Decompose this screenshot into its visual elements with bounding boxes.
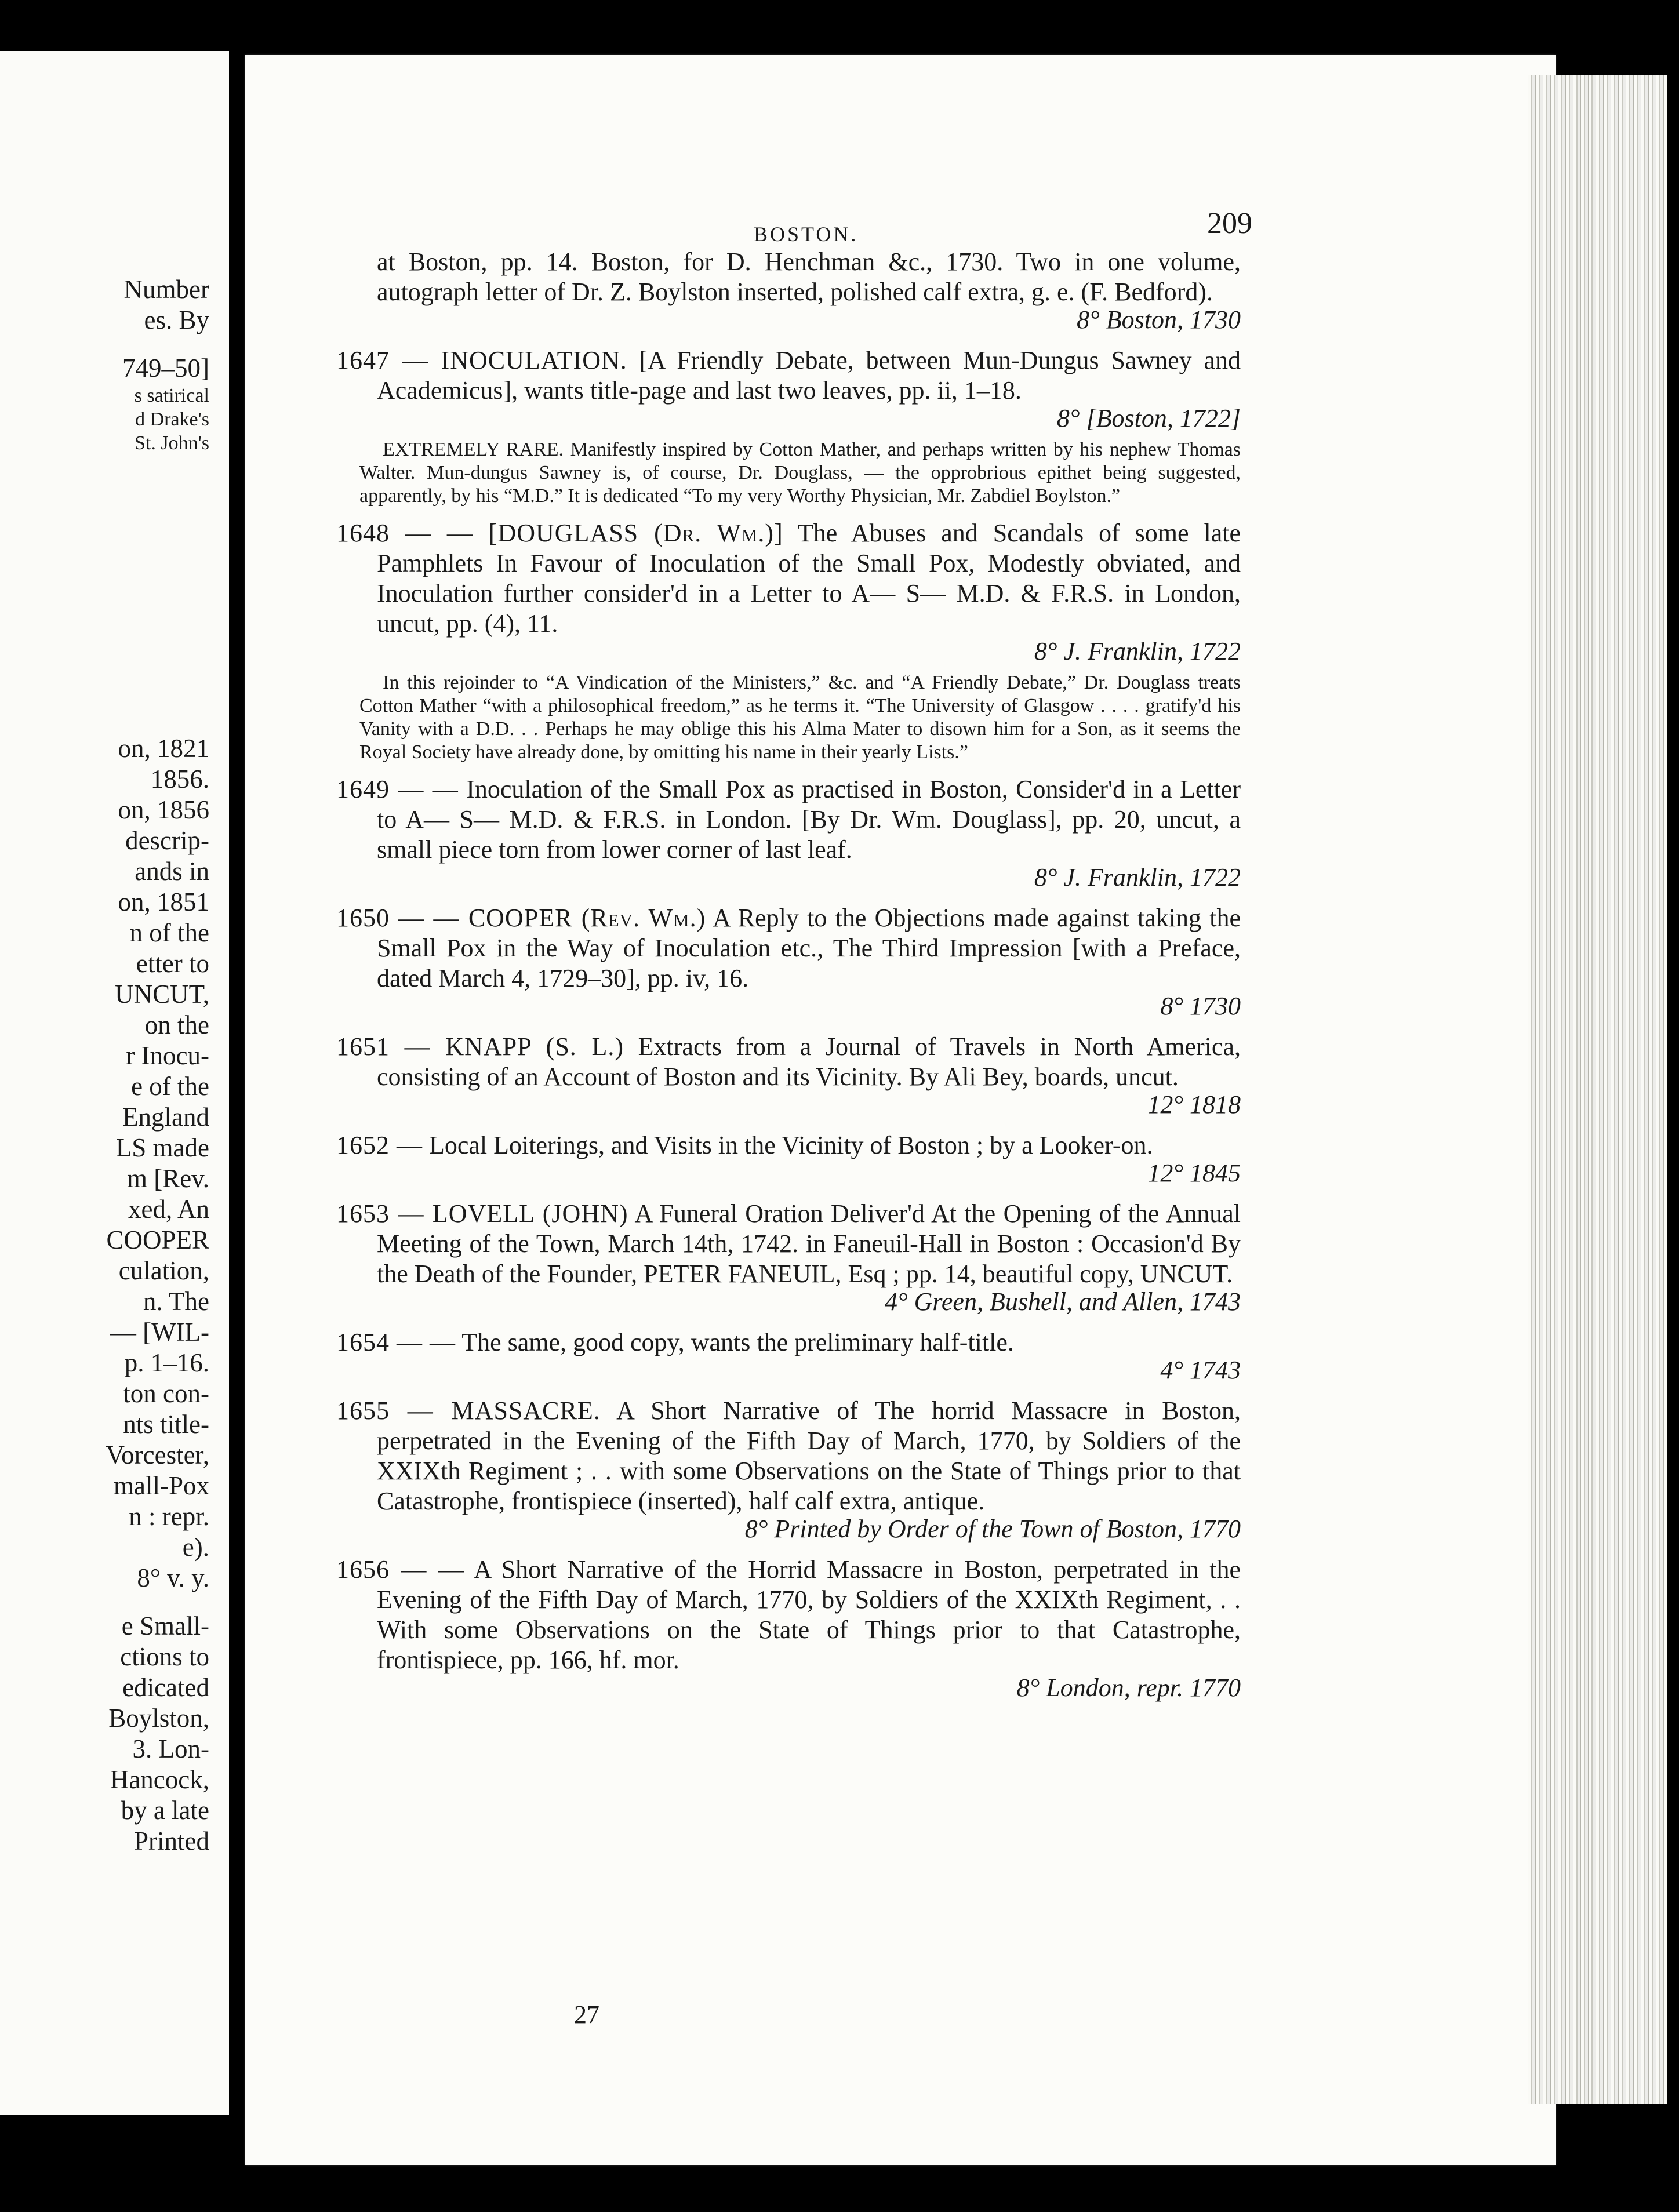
left-page-line: e Small- <box>121 1611 209 1640</box>
left-page-line <box>106 1593 209 1611</box>
left-page-line: LS made <box>115 1133 209 1162</box>
entry-imprint: 8° Boston, 1730 <box>1077 305 1241 334</box>
left-page-line <box>106 612 209 629</box>
entry-note: In this rejoinder to “A Vindication of the Ministers,” &c. and “A Friendly Debate,” Dr. Douglass treats Cotton Mather “with a philosophical freedom,” as he terms it. “The University of Glasgow . . . . gratify'd his Vanity with a D.D. . . Perhaps he may oblige this his Alma Mater to disown him for a Son, as it seems the Royal Society have already done, by omitting his name in their yearly Lists.” <box>359 672 1241 763</box>
left-page-line <box>106 542 209 559</box>
left-page-line: Hancock, <box>110 1765 209 1794</box>
entry-imprint: 4° Green, Bushell, and Allen, 1743 <box>885 1287 1241 1316</box>
left-page-line: Boylston, <box>108 1704 209 1733</box>
left-page-line: r Inocu- <box>126 1041 209 1070</box>
catalogue-entry <box>336 1032 1241 1092</box>
entry-imprint: 8° 1730 <box>1160 992 1241 1020</box>
entry-description: Local Loiterings, and Visits in the Vicinity of Boston ; by a Looker-on. <box>423 1131 1153 1159</box>
left-page-line: xed, An <box>128 1195 209 1224</box>
entry-spacer <box>336 1703 1241 1713</box>
catalogue-entry <box>336 247 1241 307</box>
entry-heading: 1654 — — <box>336 1328 456 1356</box>
entry-imprint: 12° 1845 <box>1147 1159 1241 1187</box>
left-page-line: culation, <box>118 1256 209 1285</box>
left-page-line <box>106 698 209 716</box>
left-page-line <box>106 577 209 594</box>
left-page-line: ands in <box>135 857 209 886</box>
catalogue-entries <box>336 247 1241 1713</box>
entry-description: Inoculation of the Small Pox as practised in Boston, Consider'd in a Letter to A— S— M.D. & F.R.S. in London. [By Dr. Wm. Douglass], pp. 20, uncut, a small piece torn from lower corner of last leaf. <box>377 775 1241 864</box>
entry-spacer <box>336 893 1241 903</box>
left-page-line: n. The <box>143 1287 209 1316</box>
left-page-text <box>106 274 209 1857</box>
entry-description: A Short Narrative of the Horrid Massacre in Boston, perpetrated in the Evening of the Fifth Day of March, 1770, by Soldiers of the XXIXth Regiment, . . With some Observations on the State of Things prior to that Catastrophe, frontispiece, pp. 166, hf. mor. <box>377 1555 1241 1674</box>
entry-imprint: 12° 1818 <box>1147 1090 1241 1119</box>
signature-mark: 27 <box>574 2000 599 2029</box>
left-page-line: es. By <box>144 305 209 334</box>
left-page-line: m [Rev. <box>126 1164 209 1193</box>
catalogue-entry <box>336 1396 1241 1516</box>
entry-heading: 1656 — — <box>336 1555 464 1584</box>
left-page-line: 749–50] <box>122 354 209 383</box>
entry-spacer <box>336 335 1241 345</box>
entry-description: The same, good copy, wants the preliminary half-title. <box>456 1328 1014 1356</box>
entry-heading: 1651 — KNAPP (S. L.) <box>336 1032 624 1061</box>
left-page-line: etter to <box>136 949 209 978</box>
left-page-line: COOPER <box>106 1225 209 1254</box>
entry-description: The Abuses and Scandals of some late Pamphlets In Favour of Inoculation of the Small Pox, Modestly obviated, and Inoculation further consider'd in a Letter to A— S— M.D. & F.R.S. in London, uncut, pp. (4), 11. <box>377 519 1241 638</box>
left-page-line <box>106 455 209 472</box>
catalogue-entry <box>336 774 1241 865</box>
left-page-line: edicated <box>122 1673 209 1702</box>
left-page-line: descrip- <box>125 826 209 855</box>
left-page-line: e). <box>182 1533 209 1562</box>
catalogue-entry <box>336 1199 1241 1289</box>
page-edges <box>1528 75 1667 2104</box>
left-page-line <box>106 681 209 698</box>
left-page-line <box>106 629 209 646</box>
left-page-line: UNCUT, <box>115 980 209 1009</box>
entry-description: A Short Narrative of The horrid Massacre in Boston, perpetrated in the Evening of the Fifth Day of March, 1770, by Soldiers of the XXIXth Regiment ; . . with some Observations on the State of Things prior to that Catastrophe, frontispiece (inserted), half calf extra, antique. <box>377 1396 1241 1515</box>
page-content <box>336 207 1252 1713</box>
left-page-line: St. John's <box>135 432 209 454</box>
left-page-line: Printed <box>134 1827 209 1856</box>
catalogue-entry <box>336 1327 1241 1358</box>
left-page-line <box>106 472 209 490</box>
left-page-line: ctions to <box>120 1642 209 1671</box>
left-page-line <box>106 490 209 507</box>
catalogue-entry <box>336 345 1241 406</box>
left-page-line <box>106 507 209 525</box>
left-page-line <box>106 336 209 353</box>
entry-imprint: 8° J. Franklin, 1722 <box>1034 637 1241 665</box>
catalogue-entry <box>336 1555 1241 1675</box>
catalogue-entry <box>336 1130 1241 1160</box>
left-page-line: s satirical <box>134 385 209 406</box>
left-page-line: Vorcester, <box>106 1440 209 1469</box>
entry-description: A Funeral Oration Deliver'd At the Opening of the Annual Meeting of the Town, March 14th, 1742. in Faneuil-Hall in Boston : Occasion'd By the Death of the Founder, PETER FANEUIL, Esq ; pp. 14, beautiful copy, UNCUT. <box>377 1199 1241 1288</box>
left-page-line: ton con- <box>123 1379 209 1408</box>
entry-spacer <box>336 1385 1241 1396</box>
entry-description: at Boston, pp. 14. Boston, for D. Henchman &c., 1730. Two in one volume, autograph letter of Dr. Z. Boylston inserted, polished calf extra, g. e. (F. Bedford). <box>377 248 1241 306</box>
left-page-line: on, 1851 <box>118 887 209 916</box>
entry-imprint: 8° [Boston, 1722] <box>1056 404 1241 432</box>
entry-spacer <box>336 1544 1241 1555</box>
left-page-line <box>106 646 209 664</box>
entry-imprint: 4° 1743 <box>1160 1356 1241 1384</box>
entry-description: Extracts from a Journal of Travels in North America, consisting of an Account of Boston and its Vicinity. By Ali Bey, boards, uncut. <box>377 1032 1241 1091</box>
entry-spacer <box>336 1317 1241 1327</box>
left-page-line: e of the <box>131 1072 209 1101</box>
left-page-line: on, 1856 <box>118 795 209 824</box>
left-page-line: n of the <box>129 918 209 947</box>
page-number: 209 <box>1207 207 1252 240</box>
left-page-line <box>106 525 209 542</box>
left-page-line: nts title- <box>123 1410 209 1439</box>
left-page-line <box>106 594 209 612</box>
left-page-line <box>106 664 209 681</box>
left-page-line: p. 1–16. <box>124 1348 209 1377</box>
catalogue-entry <box>336 518 1241 639</box>
left-page-line: England <box>122 1103 209 1132</box>
left-page-line <box>106 716 209 733</box>
entry-imprint: 8° Printed by Order of the Town of Boston, 1770 <box>744 1515 1241 1543</box>
left-page-fragment <box>0 51 229 2115</box>
entry-description: [A Friendly Debate, between Mun-Dungus Sawney and Academicus], wants title-page and last two leaves, pp. ii, 1–18. <box>377 346 1241 405</box>
entry-imprint: 8° J. Franklin, 1722 <box>1034 863 1241 892</box>
catalogue-entry <box>336 903 1241 994</box>
entry-heading: 1652 — <box>336 1131 423 1159</box>
entry-heading: 1649 — — <box>336 775 459 803</box>
left-page-line: d Drake's <box>135 409 209 430</box>
left-page-line: — [WIL- <box>110 1318 209 1347</box>
entry-heading: 1655 — MASSACRE. <box>336 1396 601 1425</box>
left-page-line: 8° v. y. <box>137 1563 209 1592</box>
left-page-line: on the <box>144 1010 209 1039</box>
left-page-line: n : repr. <box>129 1502 209 1531</box>
left-page-line: 3. Lon- <box>132 1734 209 1763</box>
entry-heading: 1650 — — COOPER (Rev. Wm.) <box>336 904 706 932</box>
left-page-line: on, 1821 <box>118 734 209 763</box>
left-page-line: 1856. <box>150 765 209 794</box>
entry-note: EXTREMELY RARE. Manifestly inspired by Cotton Mather, and perhaps written by his nephew Thomas Walter. Mun-dungus Sawney is, of course, Dr. Douglass, — the opprobrious epithet being suggested, apparently, by his “M.D.” It is dedicated “To my very Worthy Physician, Mr. Zabdiel Boylston.” <box>359 439 1241 507</box>
entry-heading: 1647 — INOCULATION. <box>336 346 627 374</box>
left-page-line: by a late <box>121 1796 209 1825</box>
left-page-line: mall-Pox <box>114 1471 209 1500</box>
entry-description: A Reply to the Objections made against taking the Small Pox in the Way of Inoculation etc., The Third Impression [with a Preface, dated March 4, 1729–30], pp. iv, 16. <box>377 904 1241 992</box>
entry-imprint: 8° London, repr. 1770 <box>1016 1673 1241 1702</box>
running-head <box>336 207 1252 246</box>
entry-heading: 1648 — — [DOUGLASS (Dr. Wm.)] <box>336 519 783 547</box>
entry-heading: 1653 — LOVELL (JOHN) <box>336 1199 628 1228</box>
entry-spacer <box>336 1021 1241 1032</box>
entry-spacer <box>336 1120 1241 1130</box>
running-title: BOSTON. <box>754 223 859 246</box>
entry-spacer <box>336 1188 1241 1199</box>
left-page-line <box>106 559 209 577</box>
left-page-line: Number <box>123 275 209 304</box>
